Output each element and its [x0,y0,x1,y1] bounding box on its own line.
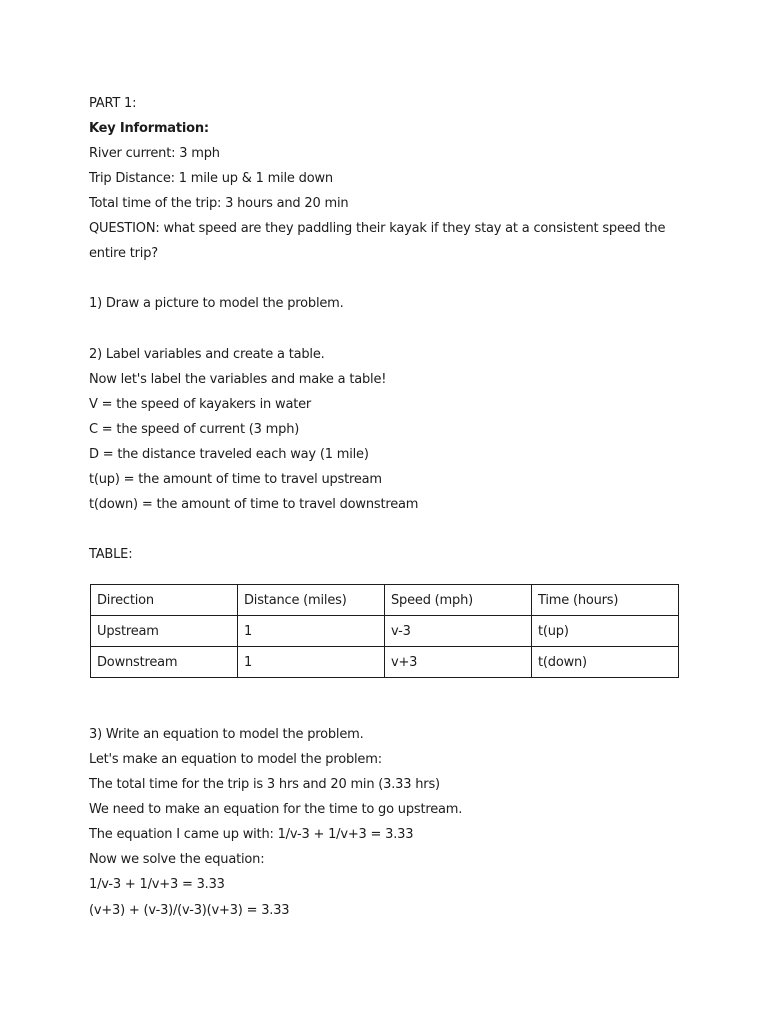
variable-definition: t(down) = the amount of time to travel downstream [89,497,419,512]
variable-definition: t(up) = the amount of time to travel upstream [89,472,382,487]
table-cell: v+3 [385,647,532,678]
table-header-cell: Speed (mph) [385,585,532,616]
table-header-cell: Direction [91,585,238,616]
key-information-heading: Key Information: [89,121,209,136]
table-cell: v-3 [385,616,532,647]
table-cell: Upstream [91,616,238,647]
table-row [91,647,679,678]
table-header-cell: Time (hours) [532,585,679,616]
variable-definition: V = the speed of kayakers in water [89,397,312,412]
step3-heading: 3) Write an equation to model the problem. [89,727,364,742]
table-cell: t(down) [532,647,679,678]
step1-text: 1) Draw a picture to model the problem. [89,296,344,311]
variable-definition: D = the distance traveled each way (1 mile) [89,447,369,462]
question-paragraph: QUESTION: what speed are they paddling their kayak if they stay at a consistent speed the entire trip? [89,221,666,261]
trip-distance-line: Trip Distance: 1 mile up & 1 mile down [89,171,333,186]
equation-line: The equation I came up with: 1/v-3 + 1/v+3 = 3.33 [89,827,414,842]
total-time-line: Total time of the trip: 3 hours and 20 min [89,196,349,211]
table-cell: Downstream [91,647,238,678]
equation-line: (v+3) + (v-3)/(v-3)(v+3) = 3.33 [89,903,290,918]
table-label: TABLE: [89,547,133,562]
table-header-row [91,585,679,616]
equation-line: Let's make an equation to model the problem: [89,752,382,767]
equation-line: Now we solve the equation: [89,852,265,867]
table-cell: 1 [238,616,385,647]
river-current-line: River current: 3 mph [89,146,220,161]
step2-heading: 2) Label variables and create a table. [89,347,325,362]
part-title: PART 1: [89,96,137,111]
table-cell: t(up) [532,616,679,647]
table-row [91,616,679,647]
equation-line: 1/v-3 + 1/v+3 = 3.33 [89,877,225,892]
table-header-cell: Distance (miles) [238,585,385,616]
table-cell: 1 [238,647,385,678]
step2-intro: Now let's label the variables and make a table! [89,372,387,387]
equation-line: We need to make an equation for the time to go upstream. [89,802,463,817]
variable-definition: C = the speed of current (3 mph) [89,422,300,437]
rate-table [90,584,679,678]
equation-line: The total time for the trip is 3 hrs and 20 min (3.33 hrs) [89,777,440,792]
